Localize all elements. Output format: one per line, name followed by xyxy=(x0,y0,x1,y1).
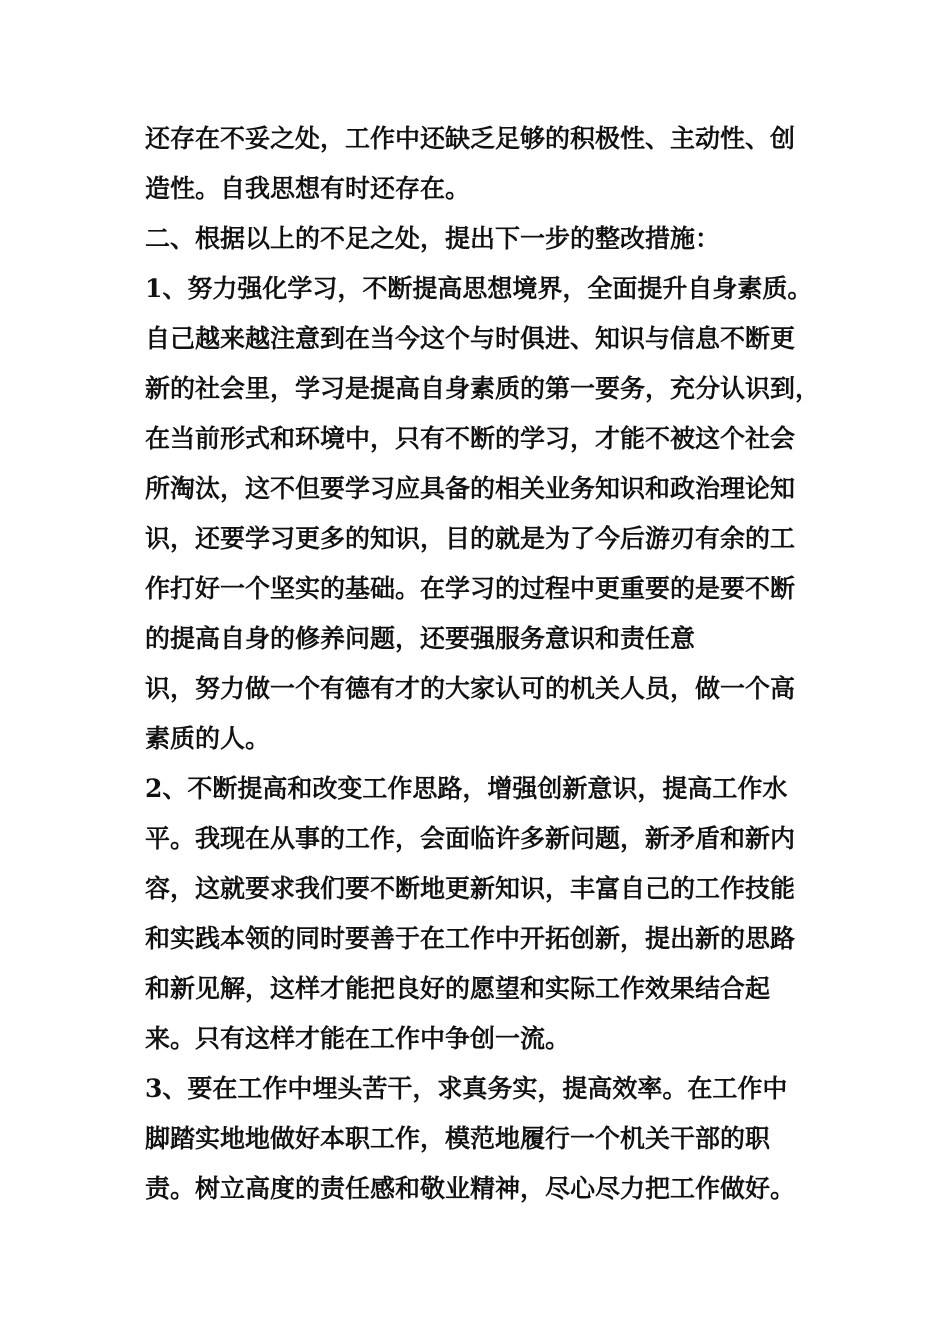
text-line: 来。只有这样才能在工作中争创一流。 xyxy=(145,1024,571,1053)
text-line: 平。我现在从事的工作，会面临许多新问题，新矛盾和新内 xyxy=(145,824,796,853)
document-body xyxy=(145,114,825,1214)
text-line: 新的社会里，学习是提高自身素质的第一要务，充分认识到， xyxy=(145,374,821,403)
list-item-3-heading: 3、要在工作中埋头苦干，求真务实，提高效率。在工作中 xyxy=(145,1074,788,1103)
text-line: 造性。自我思想有时还存在。 xyxy=(145,174,471,203)
text-line: 和实践本领的同时要善于在工作中开拓创新，提出新的思路 xyxy=(145,924,796,953)
text-line: 作打好一个坚实的基础。在学习的过程中更重要的是要不断 xyxy=(145,574,796,603)
list-item-1-heading: 1、努力强化学习，不断提高思想境界，全面提升自身素质。 xyxy=(145,274,813,303)
text-line: 素质的人。 xyxy=(145,724,271,753)
text-line: 还存在不妥之处，工作中还缺乏足够的积极性、主动性、创 xyxy=(145,124,796,153)
text-line: 所淘汰，这不但要学习应具备的相关业务知识和政治理论知 xyxy=(145,474,796,503)
text-line: 和新见解，这样才能把良好的愿望和实际工作效果结合起 xyxy=(145,974,771,1003)
text-line: 责。树立高度的责任感和敬业精神，尽心尽力把工作做好。 xyxy=(145,1174,796,1203)
section-heading: 二、根据以上的不足之处，提出下一步的整改措施： xyxy=(145,224,721,253)
text-line: 识，努力做一个有德有才的大家认可的机关人员，做一个高 xyxy=(145,674,796,703)
text-line: 脚踏实地地做好本职工作，模范地履行一个机关干部的职 xyxy=(145,1124,771,1153)
text-line: 识，还要学习更多的知识，目的就是为了今后游刃有余的工 xyxy=(145,524,796,553)
text-line: 的提高自身的修养问题，还要强服务意识和责任意 xyxy=(145,624,696,653)
text-line: 自己越来越注意到在当今这个与时俱进、知识与信息不断更 xyxy=(145,324,796,353)
list-item-2-heading: 2、不断提高和改变工作思路，增强创新意识，提高工作水 xyxy=(145,774,788,803)
text-line: 在当前形式和环境中，只有不断的学习，才能不被这个社会 xyxy=(145,424,796,453)
text-line: 容，这就要求我们要不断地更新知识，丰富自己的工作技能 xyxy=(145,874,796,903)
